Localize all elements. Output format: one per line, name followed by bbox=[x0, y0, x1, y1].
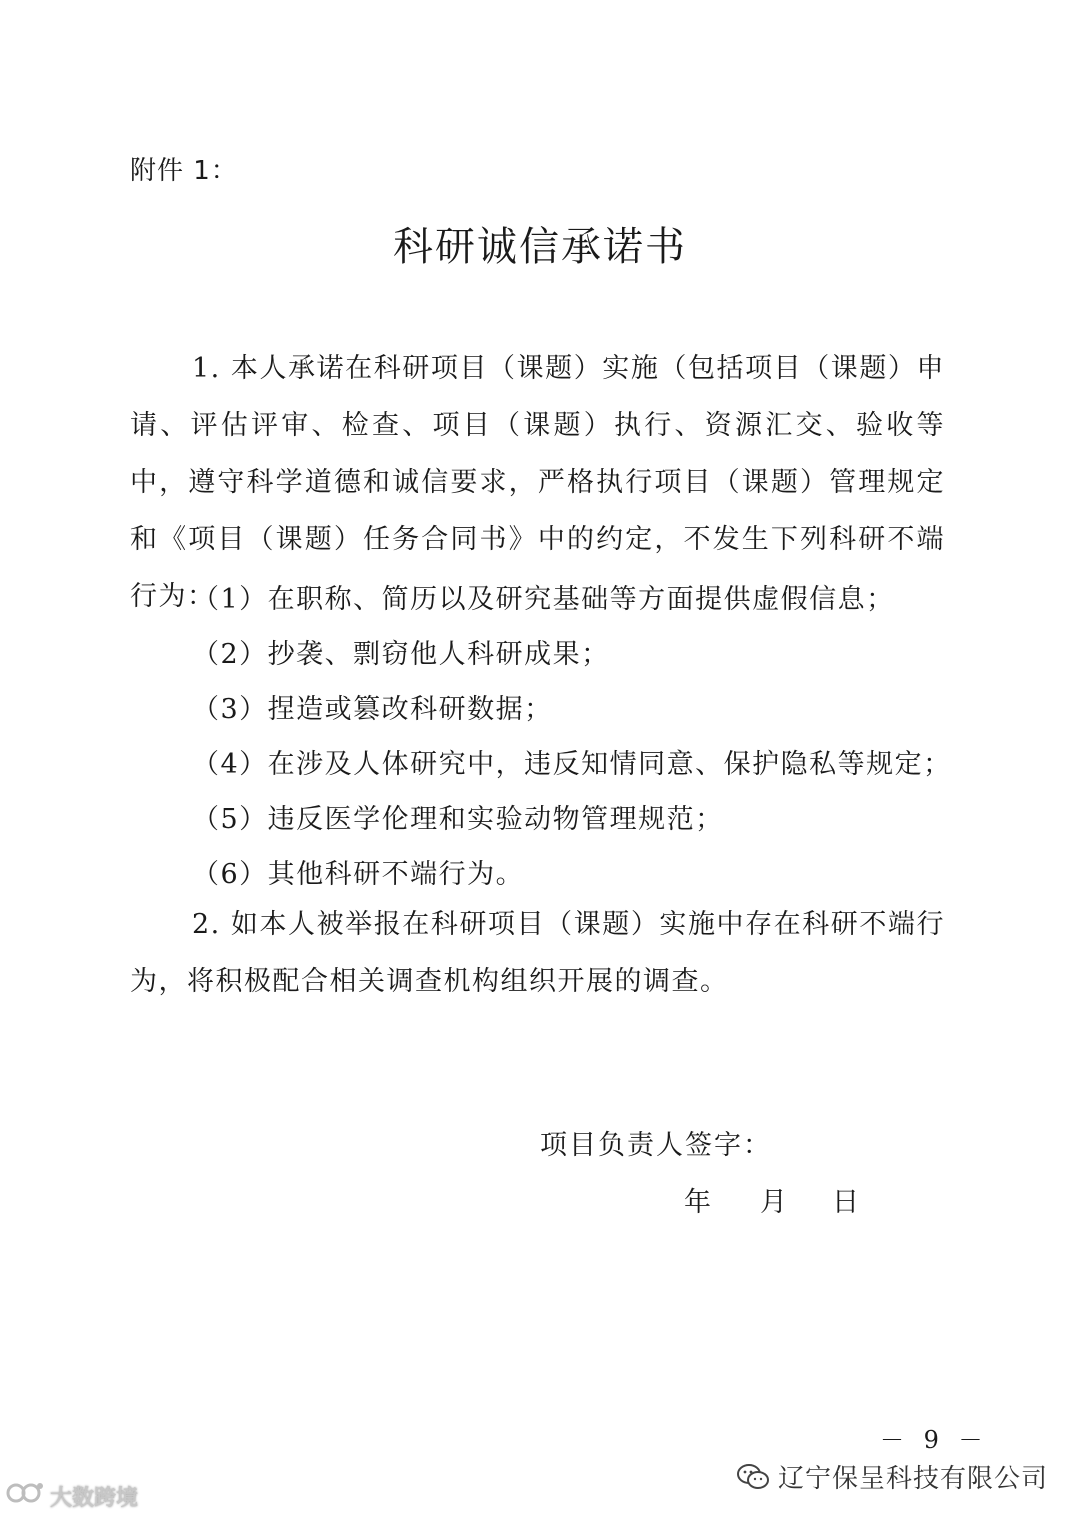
list-item-4: （4）在涉及人体研究中，违反知情同意、保护隐私等规定； bbox=[192, 749, 952, 780]
watermark-right-text: 辽宁保呈科技有限公司 bbox=[778, 1464, 1049, 1494]
paragraph-commitment: 1. 本人承诺在科研项目（课题）实施（包括项目（课题）申请、评估评审、检查、项目（课题）执行、资源汇交、验收等中，遵守科学道德和诚信要求，严格执行项目（课题）管理规定和《项目（课题）任务合同书》中的约定，不发生下列科研不端行为： bbox=[130, 353, 945, 612]
wechat-icon bbox=[736, 1463, 770, 1491]
paragraph-investigation: 2. 如本人被举报在科研项目（课题）实施中存在科研不端行为，将积极配合相关调查机构组织开展的调查。 bbox=[130, 909, 945, 997]
watermark-right bbox=[736, 1458, 1048, 1495]
list-item-2: （2）抄袭、剽窃他人科研成果； bbox=[192, 639, 610, 670]
page-number: － 9 － bbox=[880, 1426, 989, 1454]
list-item-3: （3）捏造或篡改科研数据； bbox=[192, 694, 553, 725]
watermark-left-text: 大数跨境 bbox=[50, 1485, 139, 1511]
date-day: 日 bbox=[832, 1187, 859, 1218]
signature-label: 项目负责人签字： bbox=[540, 1130, 772, 1161]
watermark-left bbox=[6, 1480, 138, 1512]
watermark-logo-icon bbox=[6, 1480, 44, 1512]
document-title: 科研诚信承诺书 bbox=[393, 224, 687, 270]
date-year: 年 bbox=[684, 1187, 711, 1218]
annex-label: 附件 1： bbox=[130, 156, 238, 186]
list-item-5: （5）违反医学伦理和实验动物管理规范； bbox=[192, 804, 724, 835]
list-item-6: （6）其他科研不端行为。 bbox=[192, 859, 525, 890]
date-month: 月 bbox=[760, 1187, 787, 1218]
list-item-1: （1）在职称、简历以及研究基础等方面提供虚假信息； bbox=[192, 584, 895, 615]
